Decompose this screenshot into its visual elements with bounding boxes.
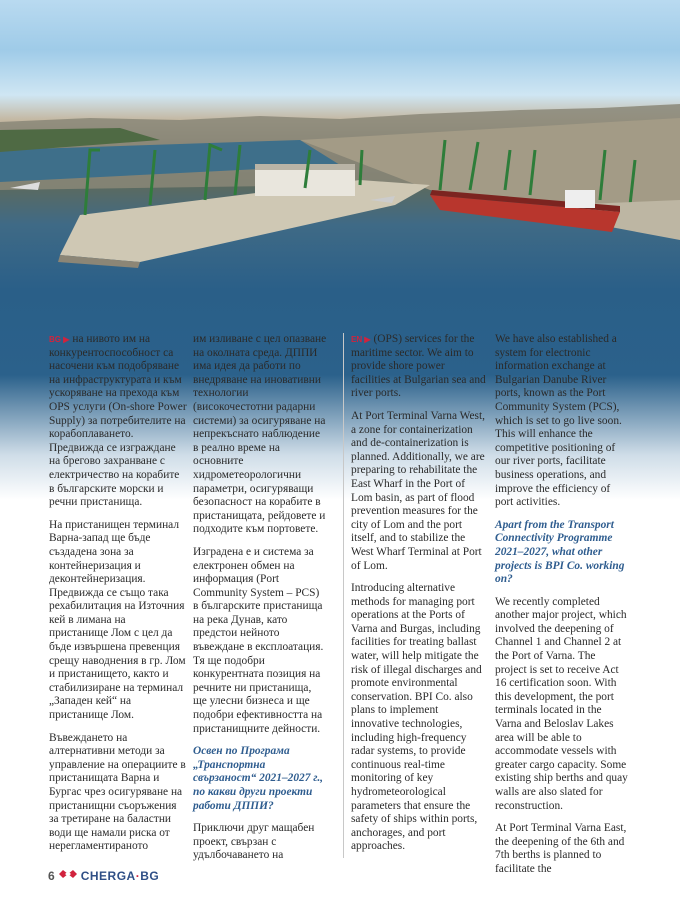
- en-paragraph-1: EN ▶ (OPS) services for the maritime sector. We aim to provide shore power facilities at Bulgarian sea and river ports.: [351, 333, 486, 400]
- bg-paragraph-5: Изградена е и система за електронен обмен на информация (Port Community System – PCS) в българските пристанища на река Дунав, като предстои нейното въвеждане в експлоатация. Тя ще подобри конкурентната позиция на речните ни пристанища, ще улесни бизнеса и ще подобри ефективността на пристанищните дейности.: [193, 545, 324, 735]
- bg-paragraph-3: Въвеждането на алтернативни методи за управление на операциите в пристанищата Варна и Бургас чрез осигуряване на пристанищни съоръжения за третиране на баластни води ще намали риска от нерегламентираното: [49, 731, 186, 853]
- en-paragraph-6: At Port Terminal Varna East, the deepening of the 6th and 7th berths is planned to facilitate the: [495, 822, 627, 875]
- bg-interview-question: Освен по Програма „Транспортна свързаност“ 2021–2027 г., по какви други проекти работи ДППИ?: [193, 745, 324, 812]
- en-interview-question: Apart from the Transport Connectivity Programme 2021–2027, what other projects is BPI Co. working on?: [495, 518, 625, 586]
- triangle-right-icon: ▶: [61, 335, 70, 344]
- en-paragraph-3: Introducing alternative methods for managing port operations at the Ports of Varna and Burgas, including facilities for treating ballast water, will help mitigate the risk of illegal discharges and promote environmental conservation. BPI Co. also plans to implement innovative technologies, including high-frequency radar systems, to provide continuous real-time monitoring of key hydrometeorological parameters that ensure the safety of ships within ports, anchorages, and port approaches.: [351, 582, 482, 853]
- page-footer: [48, 866, 159, 886]
- bg-paragraph-6: Приключи друг мащабен проект, свързан с удълбочаването на: [193, 822, 315, 862]
- bg-column-right: [193, 333, 327, 872]
- bg-column-left: [49, 333, 187, 863]
- en-language-marker: EN ▶: [351, 335, 371, 344]
- column-divider: [343, 333, 344, 858]
- bg-paragraph-1: BG ▶ на нивото им на конкурентоспособност са насочени към подобряване на инфраструктурата и към ускоряване на прехода към OPS услуги (On-shore Power Supply) за потребителите на корабоплаването. Предвижда се изграждане на брегово захранване с електричество на корабите в българските морски и речни пристанища.: [49, 333, 187, 509]
- en-column-left: [351, 333, 486, 863]
- magazine-logo: CHERGA·BG: [80, 869, 160, 883]
- en-column-right: [495, 333, 629, 886]
- en-paragraph-4: We have also established a system for electronic information exchange at Bulgarian Danube River ports, known as the Port Community System (PCS), which is set to go live soon. This will enhance the competitive positioning of our river ports, facilitate business operations, and improve the efficiency of port activities.: [495, 333, 622, 509]
- en-paragraph-5: We recently completed another major project, which involved the deepening of Channel 1 and Channel 2 at the Port of Varna. The project is set to receive Act 16 certification soon. With this development, the port terminals located in the Varna and Beloslav Lakes area will be able to accommodate vessels with greater cargo capacity. Some existing ship berths and quay walls are also slated for reconstruction.: [495, 595, 628, 812]
- bg-paragraph-2: На пристанищен терминал Варна-запад ще бъде създадена зона за контейнеризация и деконтейнеризация. Предвижда се също така рехабилитация на Източния кей в лимана на пристанище Лом с цел да бъде извършена превенция срещу наводнения в гр. Лом и пристанището, както и стабилизиране на терминал „Западен кей“ на пристанище Лом.: [49, 518, 186, 722]
- cherga-logo-icon: [59, 867, 77, 885]
- bg-language-marker: BG ▶: [49, 335, 70, 344]
- en-paragraph-2: At Port Terminal Varna West, a zone for containerization and de-containerization is planned. Additionally, we are preparing to rehabilitate the East Wharf in the Port of Lom basin, as part of flood prevention measures for the city of Lom and the port itself, and to stabilize the West Wharf Terminal at Port of Lom.: [351, 409, 486, 572]
- page-number: 6: [48, 869, 55, 883]
- bg-paragraph-4: им изливане с цел опазване на околната среда. ДППИ има идея да работи по внедряване на иновативни технологии (високочестотни радарни системи) за осигуряване на непрекъснато наблюдение в реално време на основните хидрометеорологични параметри, осигуряващи безопасност на корабите в пристанищата, рейдовете и подходите към портовете.: [193, 333, 327, 536]
- triangle-right-icon: ▶: [362, 335, 371, 344]
